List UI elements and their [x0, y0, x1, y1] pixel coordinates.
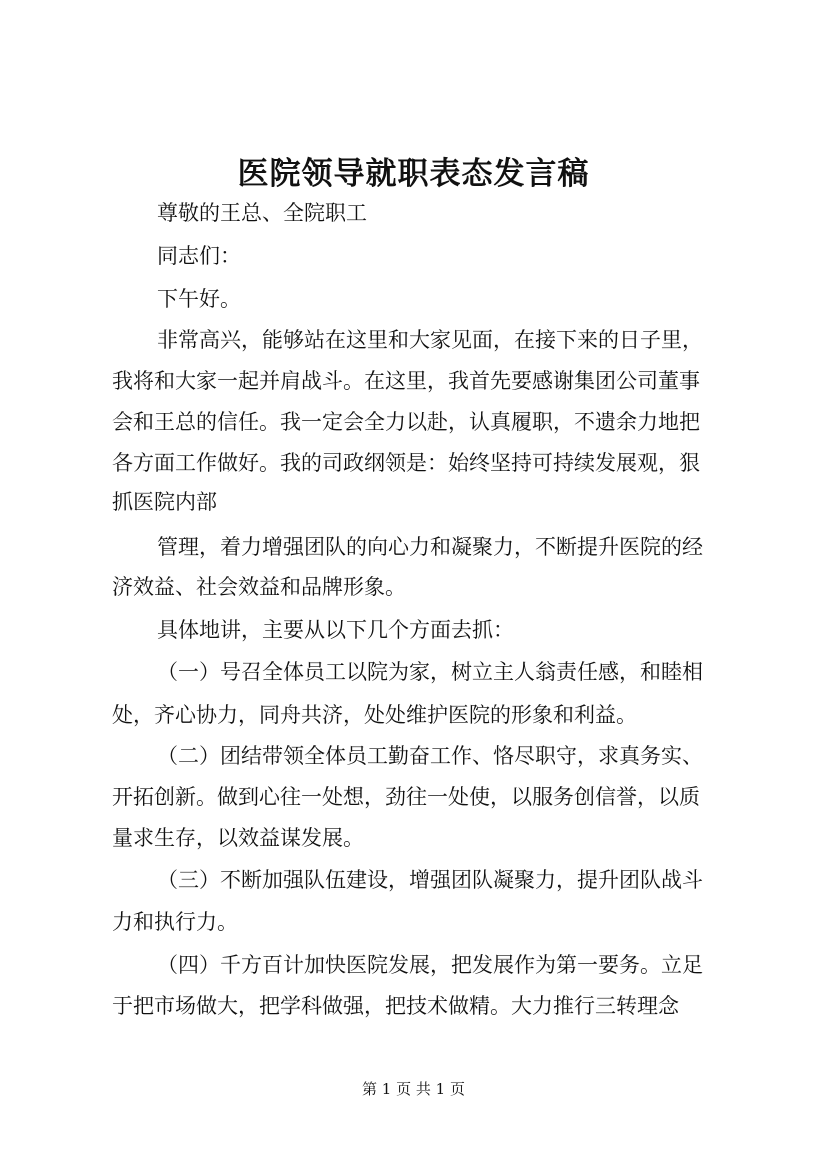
paragraph-line: 抓医院内部: [112, 490, 217, 514]
paragraph-line: 尊敬的王总、全院职工: [157, 201, 367, 225]
paragraph-line: 量求生存，以效益谋发展。: [112, 826, 364, 850]
paragraph-line: 具体地讲，主要从以下几个方面去抓：: [157, 618, 514, 642]
paragraph-line: 各方面工作做好。我的司政纲领是：始终坚持可持续发展观，狠: [112, 451, 700, 475]
page-footer: 第 1 页 共 1 页: [362, 1080, 465, 1098]
paragraph-line: 济效益、社会效益和品牌形象。: [112, 575, 406, 599]
paragraph-line: 管理，着力增强团队的向心力和凝聚力，不断提升医院的经: [157, 535, 703, 559]
paragraph-line: 同志们：: [157, 244, 241, 268]
paragraph-line: 力和执行力。: [112, 910, 238, 934]
paragraph-line: 下午好。: [157, 287, 241, 311]
paragraph-line: （二）团结带领全体员工勤奋工作、恪尽职守，求真务实、: [157, 744, 703, 768]
paragraph-line: （一）号召全体员工以院为家，树立主人翁责任感，和睦相: [157, 660, 703, 684]
paragraph-line: 处，齐心协力，同舟共济，处处维护医院的形象和利益。: [112, 703, 637, 727]
paragraph-line: 非常高兴，能够站在这里和大家见面，在接下来的日子里，: [157, 328, 703, 352]
paragraph-line: （四）千方百计加快医院发展，把发展作为第一要务。立足: [157, 953, 703, 977]
paragraph-line: （三）不断加强队伍建设，增强团队凝聚力，提升团队战斗: [157, 868, 703, 892]
paragraph-line: 开拓创新。做到心往一处想，劲往一处使，以服务创信誉，以质: [112, 785, 700, 809]
paragraph-line: 会和王总的信任。我一定会全力以赴，认真履职，不遗余力地把: [112, 410, 700, 434]
document-title: 医院领导就职表态发言稿: [237, 156, 590, 192]
paragraph-line: 于把市场做大，把学科做强，把技术做精。大力推行三转理念: [112, 994, 679, 1018]
paragraph-line: 我将和大家一起并肩战斗。在这里，我首先要感谢集团公司董事: [112, 369, 700, 393]
